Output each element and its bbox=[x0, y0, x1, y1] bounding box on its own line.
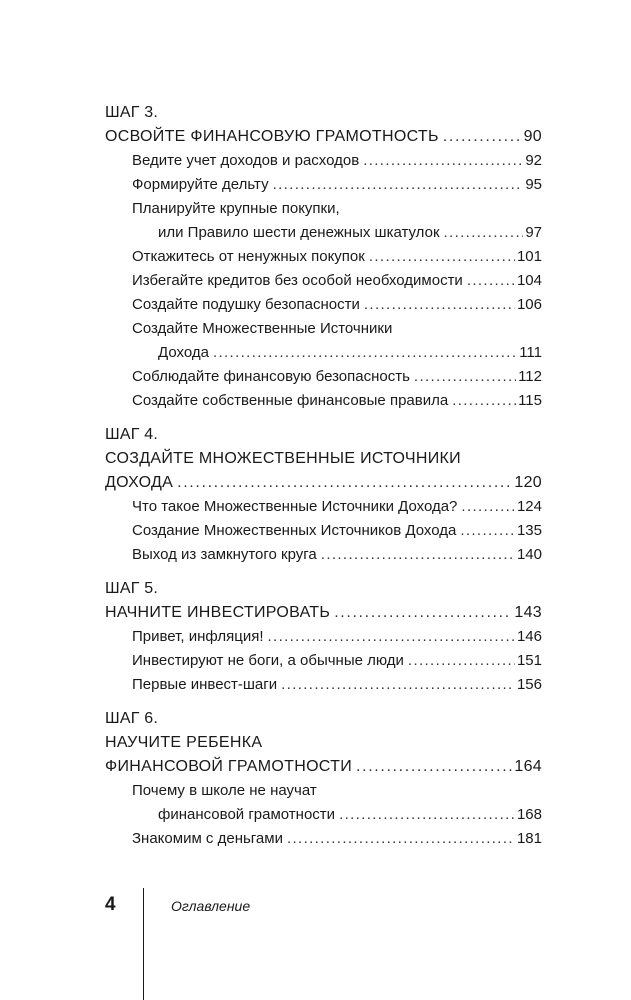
toc-item bbox=[105, 519, 542, 543]
toc-item bbox=[105, 625, 542, 649]
dot-leader bbox=[363, 149, 523, 173]
chapter-entry bbox=[105, 601, 542, 625]
toc-item bbox=[105, 365, 542, 389]
entry-title: Создайте собственные финансовые правила bbox=[132, 392, 449, 409]
dot-leader bbox=[339, 803, 515, 827]
entry-title: Создание Множественных Источников Дохода bbox=[132, 522, 457, 539]
entry-title: финансовой грамотности bbox=[158, 806, 336, 823]
toc-item bbox=[105, 649, 542, 673]
entry-page-number: 168 bbox=[516, 806, 542, 823]
toc-item-title-line: Создайте Множественные Источники bbox=[132, 320, 393, 337]
dot-leader bbox=[460, 519, 515, 543]
toc-item bbox=[105, 827, 542, 851]
step-label: ШАГ 6. bbox=[105, 710, 158, 727]
entry-page-number: 97 bbox=[525, 224, 542, 241]
dot-leader bbox=[287, 827, 515, 851]
entry-page-number: 115 bbox=[518, 392, 542, 409]
chapter-title-line: СОЗДАЙТЕ МНОЖЕСТВЕННЫЕ ИСТОЧНИКИ bbox=[105, 450, 461, 467]
dot-leader bbox=[467, 269, 515, 293]
chapter-entry bbox=[105, 755, 542, 779]
page-footer bbox=[0, 888, 631, 1000]
dot-leader bbox=[369, 245, 515, 269]
entry-title: НАЧНИТЕ ИНВЕСТИРОВАТЬ bbox=[105, 604, 331, 621]
dot-leader bbox=[334, 601, 512, 625]
entry-page-number: 143 bbox=[514, 604, 542, 621]
footer-divider bbox=[143, 888, 144, 1000]
step-label: ШАГ 3. bbox=[105, 104, 158, 121]
entry-page-number: 104 bbox=[516, 272, 542, 289]
toc-item bbox=[105, 245, 542, 269]
toc-section bbox=[105, 423, 542, 567]
entry-title: Избегайте кредитов без особой необходимости bbox=[132, 272, 463, 289]
entry-page-number: 181 bbox=[516, 830, 542, 847]
toc-item bbox=[105, 149, 542, 173]
entry-page-number: 164 bbox=[514, 758, 542, 775]
running-head: Оглавление bbox=[171, 898, 251, 914]
dot-leader bbox=[461, 495, 515, 519]
entry-title: Ведите учет доходов и расходов bbox=[132, 152, 360, 169]
dot-leader bbox=[273, 173, 524, 197]
entry-title: Инвестируют не боги, а обычные люди bbox=[132, 652, 404, 669]
entry-page-number: 111 bbox=[519, 344, 542, 361]
table-of-contents bbox=[105, 101, 542, 861]
toc-item bbox=[105, 269, 542, 293]
dot-leader bbox=[177, 471, 512, 495]
toc-item bbox=[105, 495, 542, 519]
entry-page-number: 92 bbox=[525, 152, 542, 169]
entry-title: ФИНАНСОВОЙ ГРАМОТНОСТИ bbox=[105, 758, 353, 775]
dot-leader bbox=[356, 755, 512, 779]
toc-item bbox=[105, 293, 542, 317]
entry-page-number: 112 bbox=[518, 368, 542, 385]
dot-leader bbox=[321, 543, 515, 567]
entry-title: Дохода bbox=[158, 344, 209, 361]
entry-title: Формируйте дельту bbox=[132, 176, 269, 193]
entry-page-number: 124 bbox=[516, 498, 542, 515]
chapter-title-line: НАУЧИТЕ РЕБЕНКА bbox=[105, 734, 263, 751]
entry-title: Первые инвест-шаги bbox=[132, 676, 278, 693]
toc-item bbox=[105, 543, 542, 567]
entry-page-number: 156 bbox=[516, 676, 542, 693]
dot-leader bbox=[444, 221, 524, 245]
entry-page-number: 135 bbox=[516, 522, 542, 539]
entry-page-number: 95 bbox=[525, 176, 542, 193]
entry-page-number: 146 bbox=[516, 628, 542, 645]
dot-leader bbox=[213, 341, 517, 365]
toc-item bbox=[105, 673, 542, 697]
page-number: 4 bbox=[105, 894, 116, 915]
dot-leader bbox=[364, 293, 515, 317]
toc-item-title-line: Планируйте крупные покупки, bbox=[132, 200, 340, 217]
toc-section bbox=[105, 101, 542, 413]
entry-title: ОСВОЙТЕ ФИНАНСОВУЮ ГРАМОТНОСТЬ bbox=[105, 128, 439, 145]
entry-page-number: 151 bbox=[516, 652, 542, 669]
entry-page-number: 106 bbox=[516, 296, 542, 313]
toc-item-title-line: Почему в школе не научат bbox=[132, 782, 317, 799]
entry-page-number: 90 bbox=[523, 128, 542, 145]
step-label: ШАГ 4. bbox=[105, 426, 158, 443]
toc-item-continuation bbox=[105, 803, 542, 827]
chapter-entry bbox=[105, 471, 542, 495]
toc-item-continuation bbox=[105, 341, 542, 365]
entry-title: или Правило шести денежных шкатулок bbox=[158, 224, 440, 241]
dot-leader bbox=[414, 365, 516, 389]
entry-page-number: 140 bbox=[516, 546, 542, 563]
entry-title: Откажитесь от ненужных покупок bbox=[132, 248, 365, 265]
entry-title: Выход из замкнутого круга bbox=[132, 546, 317, 563]
toc-section bbox=[105, 577, 542, 697]
dot-leader bbox=[408, 649, 515, 673]
entry-title: Соблюдайте финансовую безопасность bbox=[132, 368, 410, 385]
dot-leader bbox=[281, 673, 515, 697]
entry-title: Создайте подушку безопасности bbox=[132, 296, 360, 313]
toc-item-continuation bbox=[105, 221, 542, 245]
chapter-entry bbox=[105, 125, 542, 149]
entry-page-number: 120 bbox=[514, 474, 542, 491]
entry-title: ДОХОДА bbox=[105, 474, 174, 491]
dot-leader bbox=[452, 389, 516, 413]
entry-title: Знакомим с деньгами bbox=[132, 830, 283, 847]
entry-title: Что такое Множественные Источники Дохода? bbox=[132, 498, 458, 515]
dot-leader bbox=[443, 125, 522, 149]
entry-page-number: 101 bbox=[516, 248, 542, 265]
toc-section bbox=[105, 707, 542, 851]
toc-item bbox=[105, 173, 542, 197]
step-label: ШАГ 5. bbox=[105, 580, 158, 597]
toc-item bbox=[105, 389, 542, 413]
dot-leader bbox=[268, 625, 515, 649]
entry-title: Привет, инфляция! bbox=[132, 628, 264, 645]
